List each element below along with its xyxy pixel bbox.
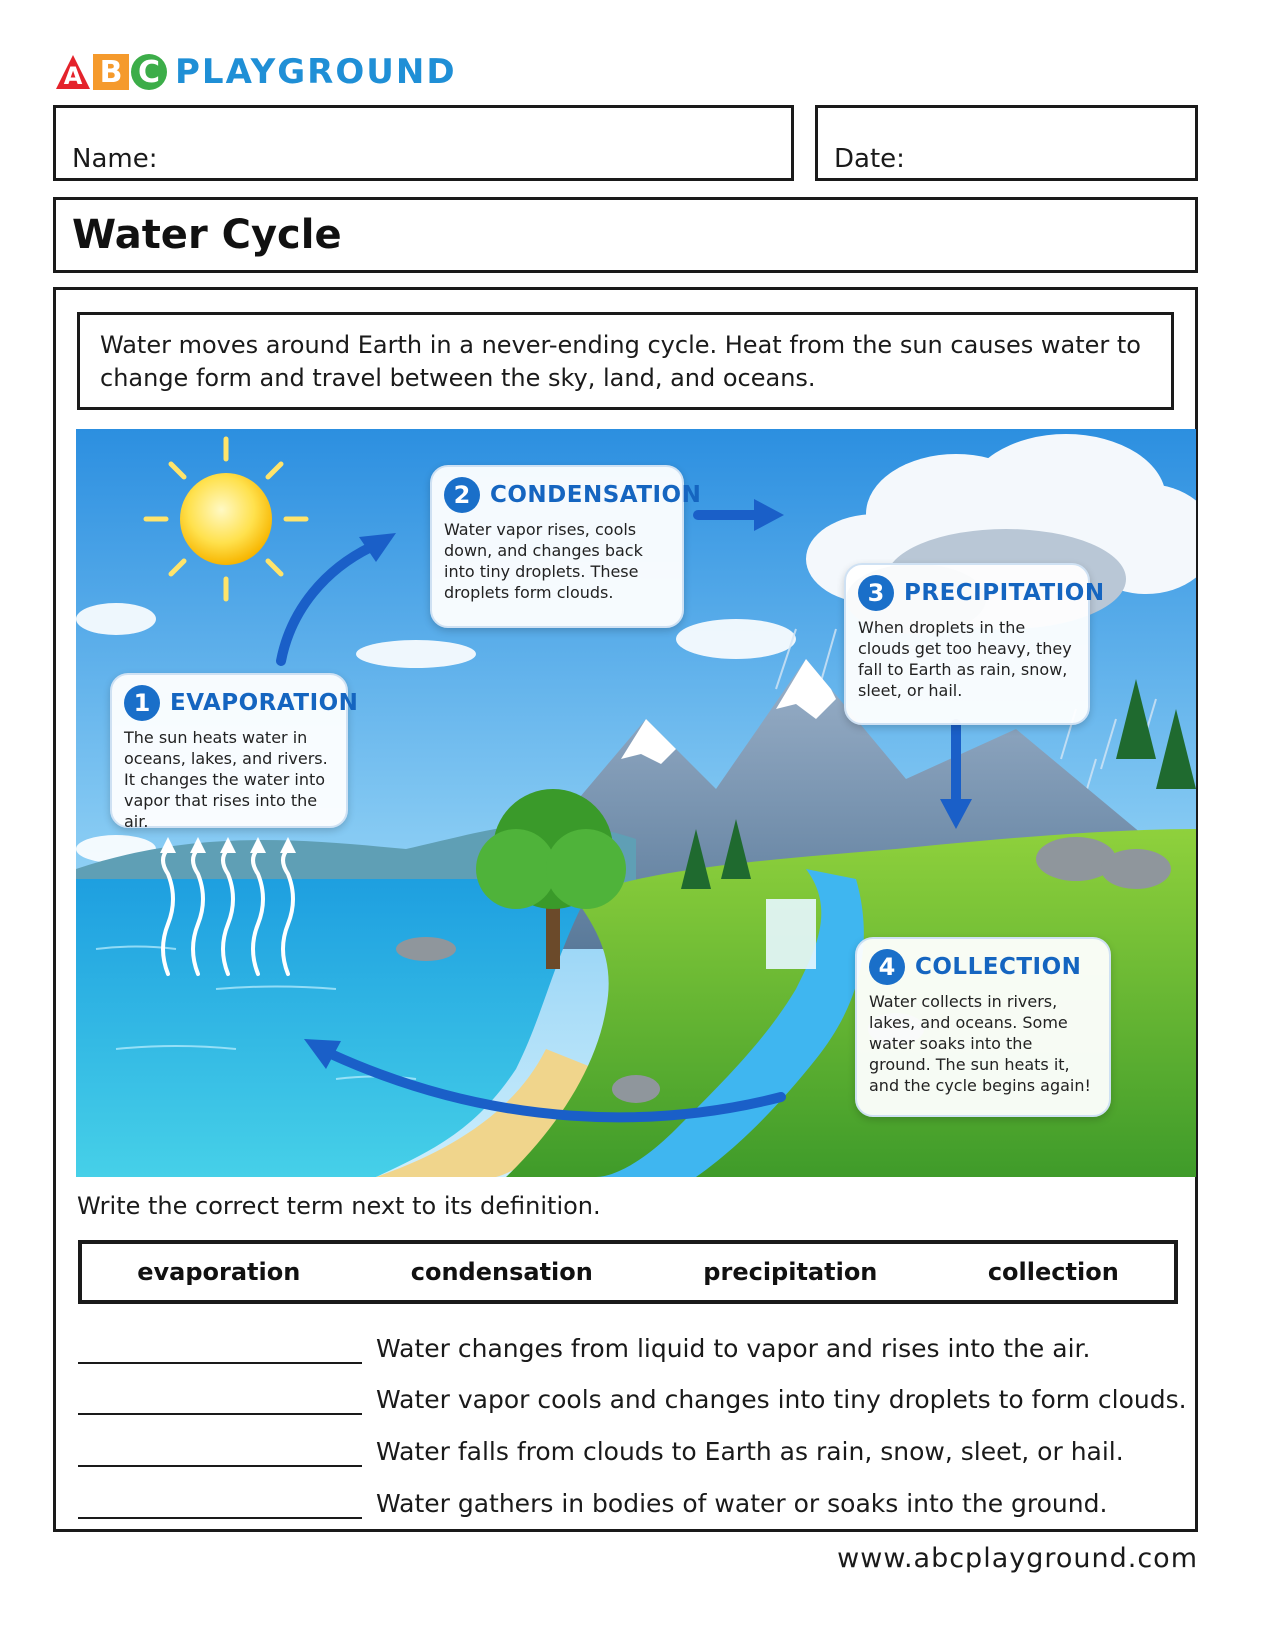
step-card-evaporation (110, 673, 359, 831)
logo-letter-c: C (131, 54, 167, 90)
site-logo (55, 52, 457, 92)
definition-1: Water changes from liquid to vapor and rises into the air. (376, 1334, 1091, 1363)
step-number: 3 (858, 575, 894, 611)
intro-text: Water moves around Earth in a never-ending cycle. Heat from the sun causes water to change form and travel between the sky, land, and oceans. (100, 331, 1141, 392)
date-field[interactable] (815, 105, 1198, 181)
step-title: PRECIPITATION (904, 580, 1105, 606)
step-number: 1 (124, 685, 160, 721)
step-text: Water collects in rivers, lakes, and oceans. Some water soaks into the ground. The sun heats it, and the cycle begins again! (869, 992, 1091, 1095)
footer-url[interactable]: www.abcplayground.com (837, 1543, 1198, 1574)
title-box (53, 197, 1198, 273)
step-text: The sun heats water in oceans, lakes, and rivers. It changes the water into vapor that rises into the air. (124, 728, 328, 831)
logo-letter-b: B (93, 54, 129, 90)
name-field[interactable] (53, 105, 794, 181)
word-bank (78, 1240, 1178, 1304)
date-label: Date: (834, 144, 905, 174)
step-title: CONDENSATION (490, 482, 702, 508)
step-title: COLLECTION (915, 954, 1082, 980)
answer-line-4[interactable] (78, 1517, 362, 1519)
word-bank-item: condensation (410, 1258, 593, 1286)
word-bank-item: collection (987, 1258, 1119, 1286)
intro-box (77, 312, 1174, 410)
answer-line-1[interactable] (78, 1362, 362, 1364)
word-bank-item: precipitation (703, 1258, 878, 1286)
step-card-condensation (430, 465, 702, 628)
step-number: 2 (444, 477, 480, 513)
step-text: When droplets in the clouds get too heavy, they fall to Earth as rain, snow, sleet, or hail. (858, 618, 1072, 700)
definition-3: Water falls from clouds to Earth as rain, snow, sleet, or hail. (376, 1437, 1124, 1466)
instructions-text: Write the correct term next to its definition. (77, 1192, 601, 1220)
page-title: Water Cycle (72, 212, 342, 258)
step-number: 4 (869, 949, 905, 985)
step-title: EVAPORATION (170, 690, 359, 716)
step-card-collection (855, 937, 1111, 1117)
definition-4: Water gathers in bodies of water or soaks into the ground. (376, 1489, 1108, 1518)
water-cycle-diagram (76, 429, 1196, 1177)
answer-line-2[interactable] (78, 1413, 362, 1415)
step-card-precipitation (844, 563, 1105, 725)
step-text: Water vapor rises, cools down, and changes back into tiny droplets. These droplets form clouds. (444, 520, 643, 602)
definition-2: Water vapor cools and changes into tiny droplets to form clouds. (376, 1385, 1187, 1414)
logo-text: PLAYGROUND (175, 52, 457, 92)
word-bank-item: evaporation (137, 1258, 301, 1286)
name-label: Name: (72, 144, 158, 174)
logo-letter-a: A (55, 54, 91, 90)
answer-line-3[interactable] (78, 1465, 362, 1467)
